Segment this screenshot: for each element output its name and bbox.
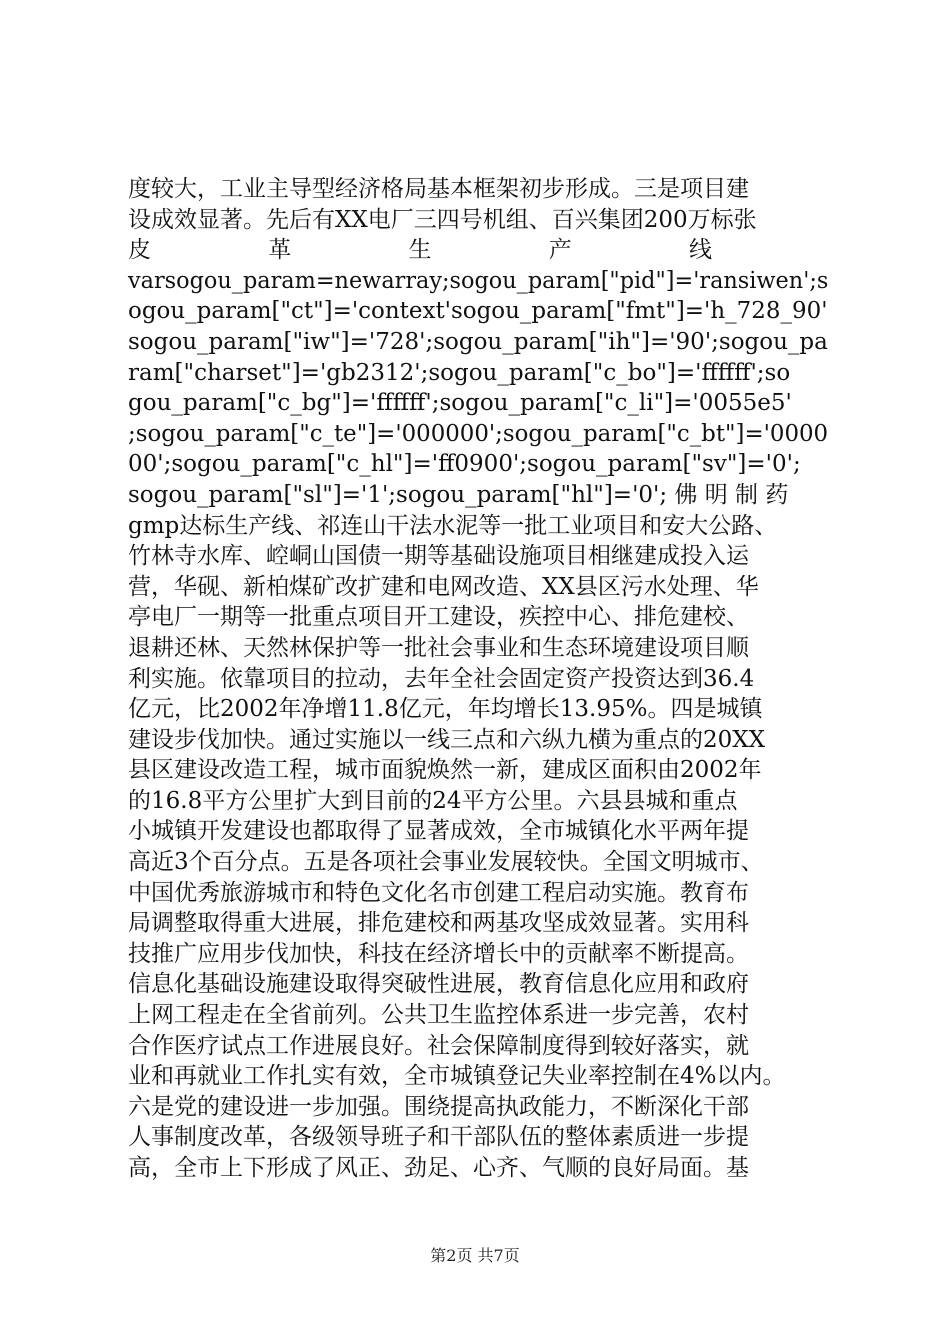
- text-line: 00';sogou_param["c_hl"]='ff0900';sogou_param["sv"]='0';: [128, 451, 801, 478]
- text-line: 中国优秀旅游城市和特色文化名市创建工程启动实施。教育布: [128, 879, 749, 906]
- text-line: 局调整取得重大进展，排危建校和两基攻坚成效显著。实用科: [128, 910, 749, 937]
- text-line: gou_param["c_bg"]='ffffff';sogou_param["c_li"]='0055e5': [128, 390, 792, 417]
- text-line: 竹林寺水库、崆峒山国债一期等基础设施项目相继建成投入运: [128, 543, 749, 570]
- text-line: 六是党的建设进一步加强。围绕提高执政能力，不断深化干部: [128, 1093, 749, 1120]
- body-text: [128, 174, 828, 1184]
- text-line: 高，全市上下形成了风正、劲足、心齐、气顺的良好局面。基: [128, 1155, 749, 1181]
- text-line: 上网工程走在全省前列。公共卫生监控体系进一步完善，农村: [128, 1002, 749, 1029]
- text-line: ogou_param["ct"]='context'sogou_param["fmt"]='h_728_90': [128, 298, 828, 325]
- text-line: 信息化基础设施建设取得突破性进展，教育信息化应用和政府: [128, 971, 749, 998]
- text-line: 技推广应用步伐加快，科技在经济增长中的贡献率不断提高。: [128, 940, 749, 967]
- spread-char: 革: [268, 237, 292, 264]
- spread-char: 皮: [128, 237, 151, 264]
- spread-text-line: [128, 235, 712, 266]
- text-line: varsogou_param=newarray;sogou_param["pid"]='ransiwen';s: [128, 267, 829, 294]
- text-line: 退耕还林、天然林保护等一批社会事业和生态环境建设项目顺: [128, 634, 749, 661]
- text-line: ram["charset"]='gb2312';sogou_param["c_bo"]='ffffff';so: [128, 359, 791, 386]
- text-line: 设成效显著。先后有XX电厂三四号机组、百兴集团200万标张: [128, 206, 757, 233]
- text-line: 亭电厂一期等一批重点项目开工建设，疾控中心、排危建校、: [128, 604, 749, 631]
- spread-char: 生: [408, 237, 432, 264]
- spread-char: 产: [548, 237, 572, 264]
- text-line: 人事制度改革，各级领导班子和干部队伍的整体素质进一步提: [128, 1124, 749, 1151]
- text-line: 小城镇开发建设也都取得了显著成效，全市城镇化水平两年提: [128, 818, 749, 845]
- text-line: 合作医疗试点工作进展良好。社会保障制度得到较好落实，就: [128, 1032, 749, 1059]
- text-line: 建设步伐加快。通过实施以一线三点和六纵九横为重点的20XX: [128, 726, 766, 753]
- text-line: ;sogou_param["c_te"]='000000';sogou_param["c_bt"]='0000: [128, 420, 829, 447]
- page-number-footer: 第2页 共7页: [430, 1246, 520, 1265]
- text-line: 利实施。依靠项目的拉动，去年全社会固定资产投资达到36.4: [128, 665, 755, 692]
- text-line: sogou_param["iw"]='728';sogou_param["ih"]='90';sogou_pa: [128, 328, 828, 355]
- text-line: 高近3个百分点。五是各项社会事业发展较快。全国文明城市、: [128, 849, 764, 876]
- text-line: 营，华砚、新柏煤矿改扩建和电网改造、XX县区污水处理、华: [128, 573, 759, 600]
- text-line: gmp达标生产线、祁连山干法水泥等一批工业项目和安大公路、: [128, 512, 778, 539]
- spread-char: 线: [689, 237, 712, 264]
- text-line: 县区建设改造工程，城市面貌焕然一新，建成区面积由2002年: [128, 757, 762, 784]
- text-line: 度较大，工业主导型经济格局基本框架初步形成。三是项目建: [128, 176, 749, 202]
- text-line: 的16.8平方公里扩大到目前的24平方公里。六县县城和重点: [128, 787, 738, 814]
- text-line: sogou_param["sl"]='1';sogou_param["hl"]='0'; 佛 明 制 药: [128, 481, 789, 508]
- text-line: 亿元，比2002年净增11.8亿元，年均增长13.95%。四是城镇: [128, 696, 763, 723]
- text-line: 业和再就业工作扎实有效，全市城镇登记失业率控制在4%以内。: [128, 1063, 786, 1090]
